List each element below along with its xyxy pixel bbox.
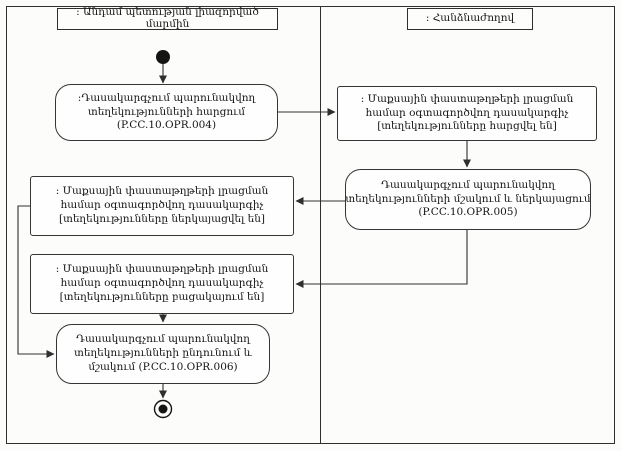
node-text-line: համար օգտագործվող դասակարգիչ: [365, 106, 569, 119]
swimlane-header-member-state-body: [57, 8, 278, 30]
node-text-line: տեղեկությունների հարցում: [87, 105, 246, 118]
node-text-line: : Մաքսային փաստաթղթերի լրացման: [360, 92, 574, 105]
node-text-line: Դասակարգչում պարունակվող: [76, 333, 250, 346]
node-text-line: :Դասակարգչում պարունակվող: [77, 91, 256, 104]
object-classifier-requested: [337, 86, 597, 141]
node-text-line: : Մաքսային փաստաթղթերի լրացման: [55, 185, 269, 198]
swimlane-header-commission: [407, 8, 533, 30]
object-classifier-submitted: [30, 176, 294, 236]
node-text-line: (P.CC.10.OPR.004): [116, 119, 217, 132]
activity-opr004: [55, 84, 278, 141]
node-text-line: [տեղեկությունները բացակայում են]: [59, 290, 265, 303]
activity-opr006: [56, 324, 270, 384]
node-text-line: համար օգտագործվող դասակարգիչ: [60, 277, 264, 290]
node-text-line: [տեղեկությունները ներկայացվել են]: [58, 212, 265, 225]
object-classifier-absent: [30, 254, 294, 314]
node-text-line: Դասակարգչում պարունակվող: [381, 178, 555, 191]
node-text-line: մշակում (P.CC.10.OPR.006): [88, 360, 238, 373]
swimlane-header-label: : Հանձնաժողով: [425, 12, 515, 25]
swimlane-divider: [320, 6, 321, 444]
node-text-line: : Մաքսային փաստաթղթերի լրացման: [55, 263, 269, 276]
node-text-line: համար օգտագործվող դասակարգիչ: [60, 199, 264, 212]
node-text-line: տեղեկությունների մշակում և ներկայացում: [345, 192, 591, 205]
node-text-line: տեղեկությունների ընդունում և: [74, 347, 252, 360]
swimlane-header-label: : Անդամ պետության լիազորված մարմին: [76, 6, 259, 30]
activity-opr005: [345, 169, 591, 230]
node-text-line: [տեղեկությունները հարցվել են]: [377, 120, 557, 133]
node-text-line: (P.CC.10.OPR.005): [418, 206, 518, 219]
